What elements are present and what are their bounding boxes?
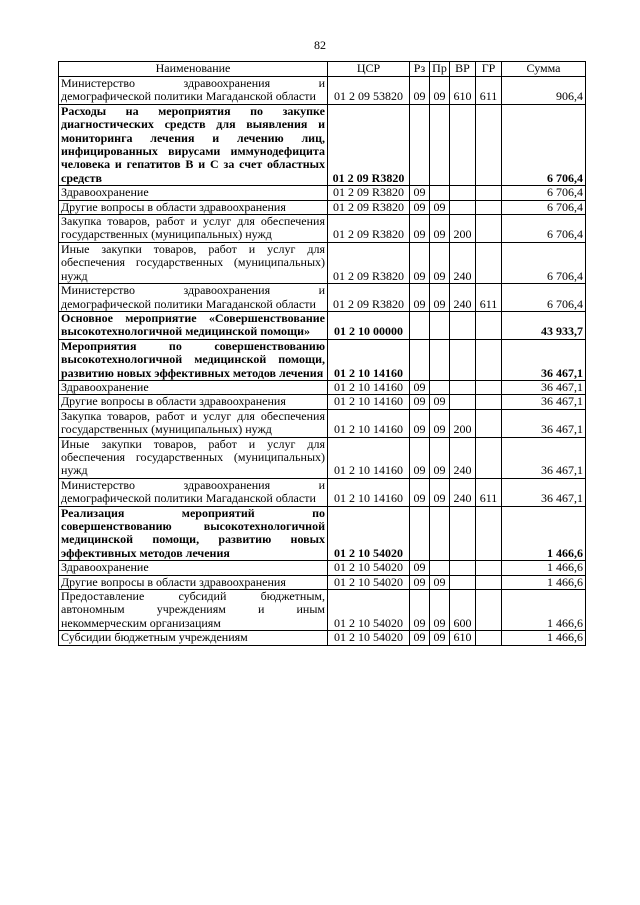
cell-pr: 09	[430, 395, 450, 409]
cell-name: Закупка товаров, работ и услуг для обеспечения государственных (муниципальных) нужд	[59, 215, 328, 243]
table-body	[59, 77, 586, 646]
cell-pr: 09	[430, 242, 450, 283]
cell-gr	[476, 242, 502, 283]
cell-name: Здравоохранение	[59, 186, 328, 200]
cell-pr	[430, 311, 450, 339]
cell-rz: 09	[410, 215, 430, 243]
cell-gr	[476, 506, 502, 561]
cell-name: Министерство здравоохранения и демографической политики Магаданской области	[59, 77, 328, 105]
cell-vr	[450, 200, 476, 214]
cell-gr	[476, 561, 502, 575]
cell-gr	[476, 339, 502, 380]
cell-vr	[450, 311, 476, 339]
cell-name: Другие вопросы в области здравоохранения	[59, 395, 328, 409]
cell-name: Министерство здравоохранения и демографической политики Магаданской области	[59, 478, 328, 506]
table-row	[59, 590, 586, 631]
cell-vr	[450, 575, 476, 589]
cell-rz	[410, 311, 430, 339]
cell-csr: 01 2 10 00000	[328, 311, 410, 339]
cell-pr	[430, 339, 450, 380]
cell-pr: 09	[430, 478, 450, 506]
cell-pr	[430, 506, 450, 561]
budget-table	[58, 61, 586, 646]
cell-vr: 600	[450, 590, 476, 631]
cell-rz: 09	[410, 77, 430, 105]
cell-name: Закупка товаров, работ и услуг для обеспечения государственных (муниципальных) нужд	[59, 409, 328, 437]
cell-gr	[476, 311, 502, 339]
table-row	[59, 339, 586, 380]
cell-pr	[430, 561, 450, 575]
cell-sum: 6 706,4	[502, 284, 586, 312]
cell-rz	[410, 339, 430, 380]
cell-csr: 01 2 10 14160	[328, 409, 410, 437]
table-row	[59, 506, 586, 561]
table-row	[59, 311, 586, 339]
cell-gr	[476, 104, 502, 185]
cell-gr	[476, 409, 502, 437]
cell-name: Расходы на мероприятия по закупке диагностических средств для выявления и мониторинга лечения и лечению лиц, инфицированных вирусами иммунодефицита человека и гепатитов В и С за счет областных средств	[59, 104, 328, 185]
cell-sum: 6 706,4	[502, 200, 586, 214]
table-row	[59, 186, 586, 200]
cell-sum: 6 706,4	[502, 104, 586, 185]
cell-csr: 01 2 09 R3820	[328, 242, 410, 283]
cell-vr: 240	[450, 242, 476, 283]
cell-csr: 01 2 09 53820	[328, 77, 410, 105]
header-pr: Пр	[430, 62, 450, 77]
cell-pr: 09	[430, 590, 450, 631]
cell-name: Здравоохранение	[59, 380, 328, 394]
header-gr: ГР	[476, 62, 502, 77]
cell-csr: 01 2 09 R3820	[328, 215, 410, 243]
cell-gr	[476, 575, 502, 589]
cell-sum: 1 466,6	[502, 506, 586, 561]
cell-pr: 09	[430, 575, 450, 589]
cell-gr	[476, 631, 502, 645]
cell-name: Предоставление субсидий бюджетным, автономным учреждениям и иным некоммерческим организациям	[59, 590, 328, 631]
table-row	[59, 77, 586, 105]
cell-gr	[476, 380, 502, 394]
cell-gr: 611	[476, 284, 502, 312]
table-row	[59, 215, 586, 243]
cell-rz: 09	[410, 631, 430, 645]
cell-sum: 1 466,6	[502, 575, 586, 589]
cell-gr: 611	[476, 77, 502, 105]
cell-name: Министерство здравоохранения и демографической политики Магаданской области	[59, 284, 328, 312]
cell-sum: 1 466,6	[502, 561, 586, 575]
cell-sum: 36 467,1	[502, 478, 586, 506]
cell-csr: 01 2 10 54020	[328, 575, 410, 589]
cell-name: Другие вопросы в области здравоохранения	[59, 575, 328, 589]
cell-sum: 6 706,4	[502, 242, 586, 283]
table-row	[59, 575, 586, 589]
cell-pr	[430, 380, 450, 394]
table-row	[59, 104, 586, 185]
table-row	[59, 409, 586, 437]
table-row	[59, 437, 586, 478]
cell-rz: 09	[410, 186, 430, 200]
cell-gr: 611	[476, 478, 502, 506]
cell-csr: 01 2 10 54020	[328, 561, 410, 575]
cell-gr	[476, 186, 502, 200]
cell-sum: 36 467,1	[502, 380, 586, 394]
cell-csr: 01 2 10 14160	[328, 339, 410, 380]
cell-sum: 6 706,4	[502, 215, 586, 243]
cell-vr	[450, 186, 476, 200]
cell-name: Мероприятия по совершенствованию высокотехнологичной медицинской помощи, развитию новых эффективных методов лечения	[59, 339, 328, 380]
cell-rz	[410, 104, 430, 185]
cell-csr: 01 2 10 54020	[328, 631, 410, 645]
cell-pr	[430, 186, 450, 200]
cell-name: Здравоохранение	[59, 561, 328, 575]
cell-csr: 01 2 10 54020	[328, 506, 410, 561]
cell-sum: 43 933,7	[502, 311, 586, 339]
cell-csr: 01 2 09 R3820	[328, 186, 410, 200]
cell-rz: 09	[410, 395, 430, 409]
cell-sum: 36 467,1	[502, 395, 586, 409]
cell-vr: 240	[450, 284, 476, 312]
header-rz: Рз	[410, 62, 430, 77]
cell-rz: 09	[410, 380, 430, 394]
cell-rz: 09	[410, 561, 430, 575]
cell-pr: 09	[430, 200, 450, 214]
cell-vr	[450, 561, 476, 575]
cell-pr: 09	[430, 437, 450, 478]
table-row	[59, 284, 586, 312]
cell-csr: 01 2 09 R3820	[328, 200, 410, 214]
cell-name: Другие вопросы в области здравоохранения	[59, 200, 328, 214]
table-row	[59, 395, 586, 409]
cell-csr: 01 2 09 R3820	[328, 284, 410, 312]
cell-csr: 01 2 10 14160	[328, 395, 410, 409]
table-row	[59, 242, 586, 283]
cell-rz: 09	[410, 437, 430, 478]
cell-vr: 240	[450, 437, 476, 478]
cell-name: Реализация мероприятий по совершенствованию высокотехнологичной медицинской помощи, развитию новых эффективных методов лечения	[59, 506, 328, 561]
cell-gr	[476, 590, 502, 631]
cell-name: Иные закупки товаров, работ и услуг для обеспечения государственных (муниципальных) нужд	[59, 437, 328, 478]
cell-rz: 09	[410, 284, 430, 312]
cell-csr: 01 2 10 14160	[328, 437, 410, 478]
cell-rz: 09	[410, 242, 430, 283]
cell-csr: 01 2 09 R3820	[328, 104, 410, 185]
cell-gr	[476, 200, 502, 214]
cell-rz: 09	[410, 200, 430, 214]
cell-name: Основное мероприятие «Совершенствование высокотехнологичной медицинской помощи»	[59, 311, 328, 339]
header-vr: ВР	[450, 62, 476, 77]
table-row	[59, 200, 586, 214]
cell-csr: 01 2 10 14160	[328, 478, 410, 506]
cell-sum: 1 466,6	[502, 590, 586, 631]
cell-sum: 1 466,6	[502, 631, 586, 645]
cell-csr: 01 2 10 54020	[328, 590, 410, 631]
cell-rz: 09	[410, 409, 430, 437]
table-row	[59, 478, 586, 506]
cell-pr: 09	[430, 409, 450, 437]
page-number: 82	[314, 38, 326, 52]
cell-pr: 09	[430, 284, 450, 312]
cell-gr	[476, 215, 502, 243]
cell-rz	[410, 506, 430, 561]
cell-rz: 09	[410, 575, 430, 589]
header-row	[59, 62, 586, 77]
cell-name: Иные закупки товаров, работ и услуг для обеспечения государственных (муниципальных) нужд	[59, 242, 328, 283]
header-sum: Сумма	[502, 62, 586, 77]
cell-pr: 09	[430, 631, 450, 645]
cell-gr	[476, 437, 502, 478]
cell-vr	[450, 380, 476, 394]
cell-sum: 6 706,4	[502, 186, 586, 200]
cell-pr	[430, 104, 450, 185]
header-csr: ЦСР	[328, 62, 410, 77]
cell-pr: 09	[430, 77, 450, 105]
table-row	[59, 631, 586, 645]
cell-vr: 610	[450, 77, 476, 105]
cell-sum: 906,4	[502, 77, 586, 105]
cell-vr	[450, 395, 476, 409]
cell-vr	[450, 506, 476, 561]
cell-vr	[450, 339, 476, 380]
table-row	[59, 380, 586, 394]
cell-csr: 01 2 10 14160	[328, 380, 410, 394]
header-name: Наименование	[59, 62, 328, 77]
cell-sum: 36 467,1	[502, 409, 586, 437]
cell-vr: 200	[450, 409, 476, 437]
cell-vr: 200	[450, 215, 476, 243]
cell-rz: 09	[410, 478, 430, 506]
cell-gr	[476, 395, 502, 409]
cell-pr: 09	[430, 215, 450, 243]
cell-sum: 36 467,1	[502, 339, 586, 380]
table-row	[59, 561, 586, 575]
cell-vr: 240	[450, 478, 476, 506]
cell-sum: 36 467,1	[502, 437, 586, 478]
cell-name: Субсидии бюджетным учреждениям	[59, 631, 328, 645]
cell-vr: 610	[450, 631, 476, 645]
cell-rz: 09	[410, 590, 430, 631]
cell-vr	[450, 104, 476, 185]
